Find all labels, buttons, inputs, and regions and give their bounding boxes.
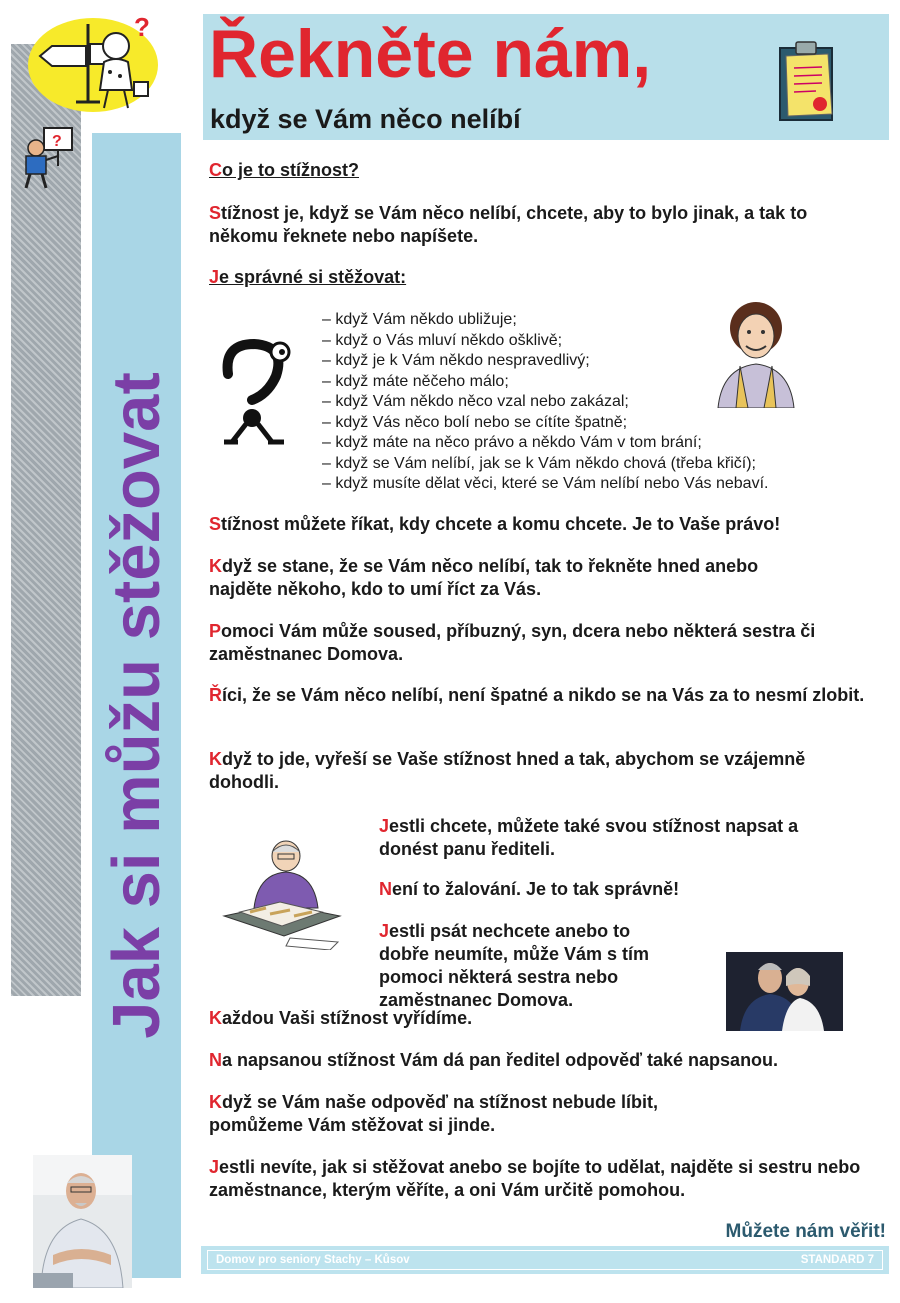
definition-paragraph: [209, 202, 869, 248]
footer-organization: Domov pro seniory Stachy – Kůsov: [216, 1254, 410, 1266]
paragraph-text: dyž to jde, vyřeší se Vaše stížnost hned a tak, abychom se vzájemně dohodli.: [209, 749, 806, 792]
paragraph: [209, 620, 869, 666]
drop-letter: S: [209, 514, 222, 534]
senior-man-photo: [33, 1155, 132, 1288]
paragraph-text: íci, že se Vám něco nelíbí, není špatné a nikdo se na Vás za to nesmí zlobit.: [222, 685, 865, 705]
list-item: – když musíte dělat věci, které se Vám nelíbí nebo Vás nebaví.: [322, 475, 769, 492]
clipboard-icon: [776, 40, 840, 124]
paragraph: [209, 1049, 869, 1072]
man-writing-clipart: [220, 838, 344, 950]
drop-letter: Ř: [209, 685, 222, 705]
paragraph-text: dyž se Vám naše odpověď na stížnost nebude líbit, pomůžeme Vám stěžovat si jinde.: [209, 1092, 659, 1135]
svg-text:?: ?: [52, 133, 62, 150]
paragraph-text: estli chcete, můžete také svou stížnost napsat a donést panu řediteli.: [379, 816, 799, 859]
paragraph: [209, 1091, 679, 1137]
paragraph-text: tížnost můžete říkat, kdy chcete a komu chcete. Je to Vaše právo!: [221, 514, 781, 534]
paragraph-text: aždou Vaši stížnost vyřídíme.: [222, 1008, 473, 1028]
question-mark-figure-clipart: [214, 338, 304, 450]
paragraph-text: dyž se stane, že se Vám něco nelíbí, tak to řekněte hned anebo najděte někoho, kdo to umí říct za Vás.: [209, 556, 759, 599]
side-title: [92, 133, 181, 1278]
heading-what-is-complaint: [209, 159, 359, 182]
drop-letter: J: [209, 1157, 220, 1177]
drop-letter: J: [379, 816, 390, 836]
drop-letter: N: [379, 879, 392, 899]
smiling-woman-clipart: [712, 298, 800, 408]
side-title-text: Jak si můžu stěžovat: [99, 372, 175, 1039]
heading-right-to-complain: [209, 266, 406, 289]
drop-letter: J: [379, 921, 390, 941]
paragraph: [209, 555, 819, 601]
paragraph: [379, 920, 679, 1012]
complaint-reasons-list: [322, 310, 768, 495]
paragraph: [379, 815, 859, 861]
list-item: – když Vám někdo něco vzal nebo zakázal;: [322, 393, 629, 410]
list-item: – když máte něčeho málo;: [322, 372, 509, 390]
paragraph: [209, 748, 869, 794]
page-subtitle: když se Vám něco nelíbí: [210, 104, 521, 134]
footer-inner: [207, 1250, 883, 1270]
drop-letter: J: [209, 267, 220, 287]
paragraph: [209, 1156, 869, 1202]
paragraph-text: ení to žalování. Je to tak správně!: [392, 879, 680, 899]
drop-letter: P: [209, 621, 222, 641]
paragraph-text: a napsanou stížnost Vám dá pan ředitel odpověď také napsanou.: [222, 1050, 779, 1070]
paragraph: [209, 684, 869, 707]
paragraph-text: estli psát nechcete anebo to dobře neumíte, může Vám s tím pomoci některá sestra nebo zaměstnanec Domova.: [379, 921, 650, 1010]
paragraph: [209, 1007, 709, 1030]
list-item: – když Vám někdo ubližuje;: [322, 311, 517, 328]
list-item: – když o Vás mluví někdo ošklivě;: [322, 331, 563, 349]
footer-standard: STANDARD 7: [800, 1254, 874, 1266]
trust-slogan: Můžete nám věřit!: [725, 1221, 886, 1242]
heading-text: e správné si stěžovat:: [219, 267, 407, 287]
drop-letter: K: [209, 1008, 222, 1028]
paragraph: [379, 878, 859, 901]
sign-holder-clipart: [14, 126, 78, 192]
list-item: – když je k Vám někdo nespravedlivý;: [322, 352, 590, 369]
drop-letter: K: [209, 1092, 222, 1112]
paragraph-text: estli nevíte, jak si stěžovat anebo se bojíte to udělat, najděte si sestru nebo zaměstnance, kterým věříte, a oni Vám určitě pomohou.: [209, 1157, 861, 1200]
paragraph-text: omoci Vám může soused, příbuzný, syn, dcera nebo některá sestra či zaměstnanec Domova.: [209, 621, 816, 664]
drop-letter: K: [209, 749, 222, 769]
footer-bar: [201, 1246, 889, 1274]
heading-text: o je to stížnost?: [222, 160, 359, 180]
list-item: – když máte na něco právo a někdo Vám v tom brání;: [322, 434, 702, 451]
paragraph: [209, 513, 869, 536]
question-figure-clipart: [88, 10, 168, 114]
drop-letter: S: [209, 203, 222, 223]
drop-letter: K: [209, 556, 222, 576]
page-title: Řekněte nám,: [209, 16, 652, 92]
paragraph-text: tížnost je, když se Vám něco nelíbí, chcete, aby to bylo jinak, a tak to někomu řeknete nebo napíšete.: [209, 203, 808, 246]
drop-letter: N: [209, 1050, 222, 1070]
svg-text:?: ?: [134, 12, 150, 42]
senior-couple-photo: [726, 952, 843, 1031]
list-item: – když Vás něco bolí nebo se cítíte špatně;: [322, 413, 628, 431]
drop-letter: C: [209, 160, 222, 180]
list-item: – když se Vám nelíbí, jak se k Vám někdo chová (třeba křičí);: [322, 454, 756, 472]
